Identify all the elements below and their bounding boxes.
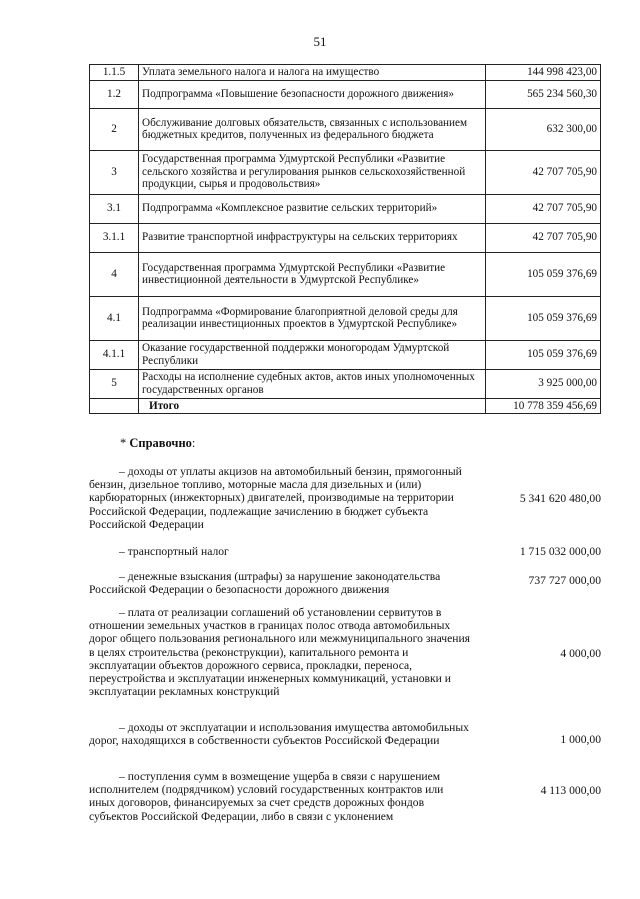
row-code: 3.1 xyxy=(90,194,139,223)
reference-title xyxy=(120,436,195,451)
reference-title-text: Справочно xyxy=(129,436,192,450)
total-amount: 10 778 359 456,69 xyxy=(486,398,601,414)
reference-item-amount: 1 000,00 xyxy=(560,733,601,746)
row-name: Государственная программа Удмуртской Республики «Развитие инвестиционной деятельности в Удмуртской Республике» xyxy=(139,252,486,296)
table-row xyxy=(90,340,601,369)
reference-item-text: – поступления сумм в возмещение ущерба в связи с нарушением исполнителем (подрядчиком) условий государственных контрактов или иных договоров, финансируемых за счет средств дорожных фондов субъектов Российской Федерации, либо в связи с уклонением xyxy=(89,770,444,823)
row-code: 4.1 xyxy=(90,296,139,340)
row-code: 4.1.1 xyxy=(90,340,139,369)
row-code: 1.1.5 xyxy=(90,65,139,81)
row-amount: 42 707 705,90 xyxy=(486,150,601,194)
table-row xyxy=(90,223,601,252)
row-code: 3 xyxy=(90,150,139,194)
reference-star: * xyxy=(120,436,130,450)
budget-table xyxy=(89,64,601,414)
row-name: Подпрограмма «Комплексное развитие сельских территорий» xyxy=(139,194,486,223)
row-code: 1.2 xyxy=(90,80,139,108)
row-name: Государственная программа Удмуртской Республики «Развитие сельского хозяйства и регулирования рынков сельскохозяйственной продукции, сырья и продовольствия» xyxy=(139,150,486,194)
reference-item-amount: 4 000,00 xyxy=(560,647,601,660)
row-code: 2 xyxy=(90,108,139,150)
reference-item-text: – доходы от эксплуатации и использования имущества автомобильных дорог, находящихся в собственности субъектов Российской Федерации xyxy=(89,721,469,748)
row-amount: 105 059 376,69 xyxy=(486,340,601,369)
row-code: 3.1.1 xyxy=(90,223,139,252)
reference-item xyxy=(89,606,601,698)
row-name: Расходы на исполнение судебных актов, актов иных уполномоченных государственных органов xyxy=(139,369,486,398)
reference-item xyxy=(89,721,601,747)
total-row xyxy=(90,398,601,414)
table-row xyxy=(90,296,601,340)
page-number: 51 xyxy=(313,34,327,49)
reference-item xyxy=(89,770,601,823)
row-name: Оказание государственной поддержки моногородам Удмуртской Республики xyxy=(139,340,486,369)
row-amount: 42 707 705,90 xyxy=(486,194,601,223)
reference-colon: : xyxy=(191,436,196,450)
table-row xyxy=(90,369,601,398)
reference-item-amount: 5 341 620 480,00 xyxy=(519,492,601,505)
row-name: Подпрограмма «Повышение безопасности дорожного движения» xyxy=(139,80,486,108)
row-amount: 42 707 705,90 xyxy=(486,223,601,252)
reference-item-amount: 1 715 032 000,00 xyxy=(519,545,601,558)
row-code: 5 xyxy=(90,369,139,398)
row-amount: 632 300,00 xyxy=(486,108,601,150)
reference-item xyxy=(89,570,601,596)
row-amount: 565 234 560,30 xyxy=(486,80,601,108)
reference-item-amount: 4 113 000,00 xyxy=(540,784,601,797)
total-code xyxy=(90,398,139,414)
reference-item xyxy=(89,465,601,531)
row-name: Развитие транспортной инфраструктуры на сельских территориях xyxy=(139,223,486,252)
table-row xyxy=(90,194,601,223)
row-name: Подпрограмма «Формирование благоприятной деловой среды для реализации инвестиционных проектов в Удмуртской Республике» xyxy=(139,296,486,340)
row-amount: 105 059 376,69 xyxy=(486,296,601,340)
reference-item-text: – доходы от уплаты акцизов на автомобильный бензин, прямогонный бензин, дизельное топливо, моторные масла для дизельных и (или) карбюраторных (инжекторных) двигателей, производимые на территории Российской Федерации, подлежащие зачислению в бюджет субъекта Российской Федерации xyxy=(89,465,462,531)
table-row xyxy=(90,65,601,81)
reference-item xyxy=(89,545,601,558)
row-name: Уплата земельного налога и налога на имущество xyxy=(139,65,486,81)
row-amount: 3 925 000,00 xyxy=(486,369,601,398)
row-code: 4 xyxy=(90,252,139,296)
table-row xyxy=(90,108,601,150)
row-name: Обслуживание долговых обязательств, связанных с использованием бюджетных кредитов, полученных из федерального бюджета xyxy=(139,108,486,150)
reference-item-text: – денежные взыскания (штрафы) за нарушение законодательства Российской Федерации о безопасности дорожного движения xyxy=(89,570,441,597)
table-row xyxy=(90,150,601,194)
row-amount: 105 059 376,69 xyxy=(486,252,601,296)
row-amount: 144 998 423,00 xyxy=(486,65,601,81)
reference-item-amount: 737 727 000,00 xyxy=(528,574,601,587)
total-label: Итого xyxy=(139,398,486,414)
table-row xyxy=(90,80,601,108)
reference-item-text: – плата от реализации соглашений об установлении сервитутов в отношении земельных участков в границах полос отвода автомобильных дорог общего пользования регионального или межмуниципального значения в целях строительства (реконструкции), капитального ремонта и эксплуатации объектов дорожного сервиса, прокладки, переноса, переустройства и эксплуатации инженерных коммуникаций, установки и эксплуатации рекламных конструкций xyxy=(89,606,471,699)
table-row xyxy=(90,252,601,296)
reference-item-text: – транспортный налог xyxy=(119,545,229,558)
